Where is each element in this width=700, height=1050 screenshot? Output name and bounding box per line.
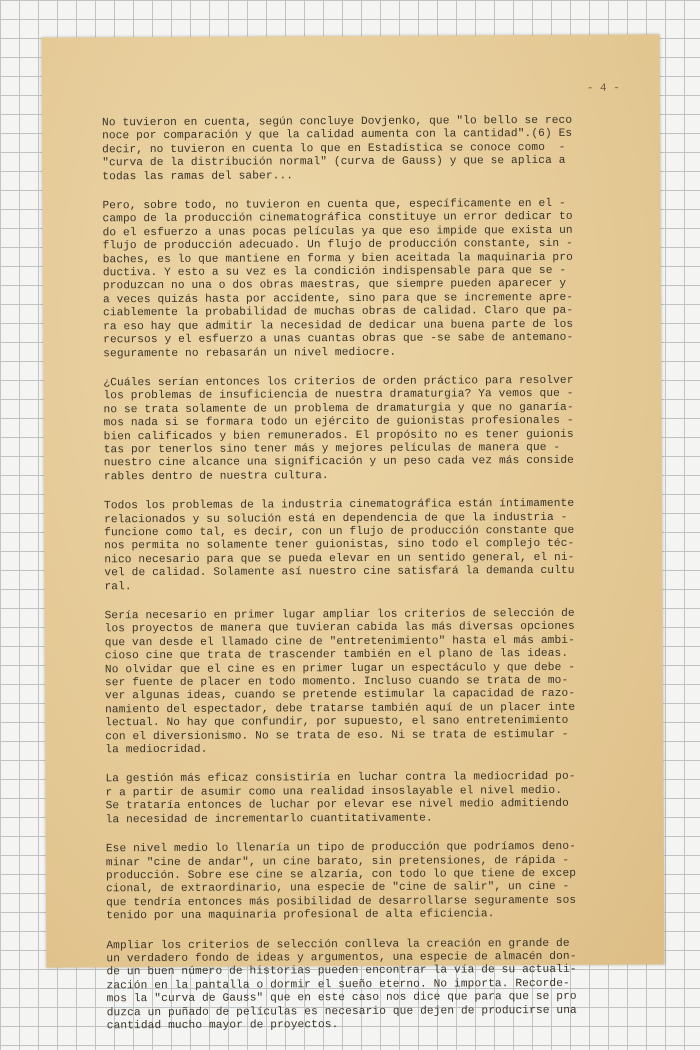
text-line: baches, es lo que mantiene en forma y bien aceitada la maquinaria pro: [102, 251, 573, 266]
paragraph: [104, 498, 649, 595]
paragraph: [105, 607, 651, 757]
text-line: Sería necesario en primer lugar ampliar los criterios de selección de: [104, 607, 575, 623]
text-line: un verdadero fondo de ideas y argumentos, una especie de almacén don-: [106, 950, 577, 966]
text-line: funcione como tal, es decir, con un flujo de producción constante que: [104, 524, 575, 540]
text-line: rables dentro de nuestra cultura.: [103, 469, 329, 484]
body-text: [102, 114, 652, 1049]
text-line: a veces quizás hasta por accidente, sino para que se incremente apre-: [102, 291, 574, 307]
text-line: "curva de la distribución normal" (curva de Gauss) y que se aplica a: [102, 155, 566, 170]
text-line: tenido por una maquinaria profesional de alta eficiencia.: [106, 908, 495, 923]
text-line: mos nada si se formara todo un ejército de guionistas profesionales -: [103, 414, 574, 430]
paragraph: [105, 771, 650, 827]
text-line: campo de la producción cinematográfica constituye un error dedicar to: [102, 211, 573, 226]
text-line: La gestión más eficaz consistiría en luchar contra la mediocridad po-: [105, 771, 576, 786]
text-line: vel de calidad. Solamente así nuestro cine satisfará la demanda cultu: [104, 565, 575, 580]
text-line: recursos y el esfuerzo a unas cuantas obras que -se sabe de antemano-: [103, 331, 574, 347]
text-line: que tendría entonces más posibilidad de desarrollarse seguramente sos: [106, 894, 577, 910]
paragraph: [106, 841, 651, 924]
paragraph: [102, 114, 647, 184]
text-line: seguramente no rebasarán un nivel mediocre.: [103, 346, 397, 360]
text-line: decir, no tuvieron en cuenta lo que en Estadística se conoce como -: [102, 141, 566, 157]
text-line: ciablemente la probabilidad de muchas obras de calidad. Claro que pa-: [102, 305, 574, 320]
text-line: todas las ramas del saber...: [102, 169, 294, 183]
text-line: la necesidad de incrementarlo cuantitativamente.: [105, 812, 433, 826]
text-line: nico necesario para que se pueda elevar en un sentido general, el ni-: [104, 551, 575, 567]
text-line: do el esfuerzo a unas pocas películas ya que eso impide que exista un: [102, 224, 573, 240]
text-line: ral.: [104, 580, 132, 593]
text-line: ductiva. Y esto a su vez es la condición indispensable para que se -: [102, 264, 567, 280]
text-line: nos permita no solamente tener guionistas, sino todo el complejo téc-: [104, 538, 575, 553]
text-line: ser fuente de placer en todo momento. Incluso cuando se trata de mo-: [104, 674, 569, 690]
text-line: la mediocridad.: [105, 743, 208, 757]
text-line: mos la "curva de Gauss" que en este caso nos dice que para que se pro: [106, 990, 577, 1006]
text-line: producción. Sobre ese cine se alzaría, con todo lo que tiene de excep: [105, 867, 577, 883]
text-line: Ampliar los criterios de selección conlleva la creación en grande de: [106, 937, 570, 952]
paragraph: [106, 937, 651, 1034]
text-line: no se trata solamente de un problema de dramaturgia y que no ganaría-: [103, 401, 574, 417]
text-line: No tuvieron en cuenta, según concluye Dovjenko, que "lo bello se reco: [101, 114, 573, 130]
text-line: ra eso hay que admitir la necesidad de dedicar una buena parte de los: [103, 318, 574, 333]
text-line: namiento del espectador, debe tratarse también aquí de un placer inte: [105, 701, 576, 717]
text-line: cioso cine que trata de trascender también en el plano de las ideas.: [104, 648, 569, 663]
text-line: produzcan no una o dos obras maestras, que siempre pueden aparecer y: [102, 278, 567, 293]
text-line: Ese nivel medio lo llenaría un tipo de producción que podríamos deno-: [105, 840, 576, 856]
text-line: Todos los problemas de la industria cinematográfica están íntimamente: [103, 497, 575, 513]
text-line: Se trataría entonces de luchar por elevar ese nivel medio admitiendo: [105, 798, 569, 813]
text-line: con el diversionismo. No se trata de eso. Ni se trata de estimular -: [105, 728, 569, 743]
text-line: que van desde el llamado cine de "entretenimiento" hasta el más ambi-: [104, 634, 575, 650]
text-line: cional, de extraordinario, una especie de "cine de salir", un cine -: [105, 881, 570, 896]
paragraph: [102, 197, 648, 361]
text-line: minar "cine de andar", un cine barato, sin pretensiones, de rápida -: [105, 854, 570, 869]
text-line: los proyectos de manera que tuvieran cabida las más diversas opciones: [104, 621, 575, 636]
text-line: de un buen número de historias pueden encontrar la vía de su actuali-: [106, 964, 577, 979]
text-line: Pero, sobre todo, no tuvieron en cuenta que, específicamente en el -: [102, 197, 566, 213]
text-line: noce por comparación y que la calidad aumenta con la cantidad".(6) Es: [102, 128, 573, 143]
text-line: tas por tenerlos sino tener más y mejores películas de manera que -: [103, 441, 561, 457]
text-line: nuestro cine alcance una significación y un peso cada vez más conside: [103, 455, 574, 470]
text-line: bien calificados y bien remunerados. El propósito no es tener guionis: [103, 428, 574, 443]
text-line: ¿Cuáles serían entonces los criterios de orden práctico para resolver: [103, 374, 574, 390]
text-line: relacionados y su solución está en dependencia de que la industria -: [104, 511, 568, 526]
text-line: los problemas de insuficiencia de nuestra dramaturgia? Ya vemos que -: [103, 388, 574, 403]
text-line: zación en la pantalla o dormir el sueño eterno. No importa. Recorde-: [106, 977, 570, 993]
text-line: flujo de producción adecuado. Un flujo de producción constante, sin -: [102, 238, 573, 253]
text-line: ver algunas ideas, cuando se pretende estimular la capacidad de razo-: [104, 688, 576, 703]
text-line: cantidad mucho mayor de proyectos.: [106, 1019, 339, 1033]
text-line: duzca un puñado de películas es necesario que dejen de producirse una: [106, 1004, 577, 1019]
text-line: No olvidar que el cine es en primer lugar un espectáculo y que debe -: [104, 661, 576, 676]
typed-page: [42, 34, 665, 1033]
page-number: - 4 -: [586, 82, 620, 95]
text-line: lectual. No hay que confundir, por supuesto, el sano entretenimiento: [105, 715, 569, 730]
paragraph: [103, 374, 649, 484]
text-line: r a partir de asumir como una realidad insoslayable el nivel medio.: [105, 784, 563, 800]
